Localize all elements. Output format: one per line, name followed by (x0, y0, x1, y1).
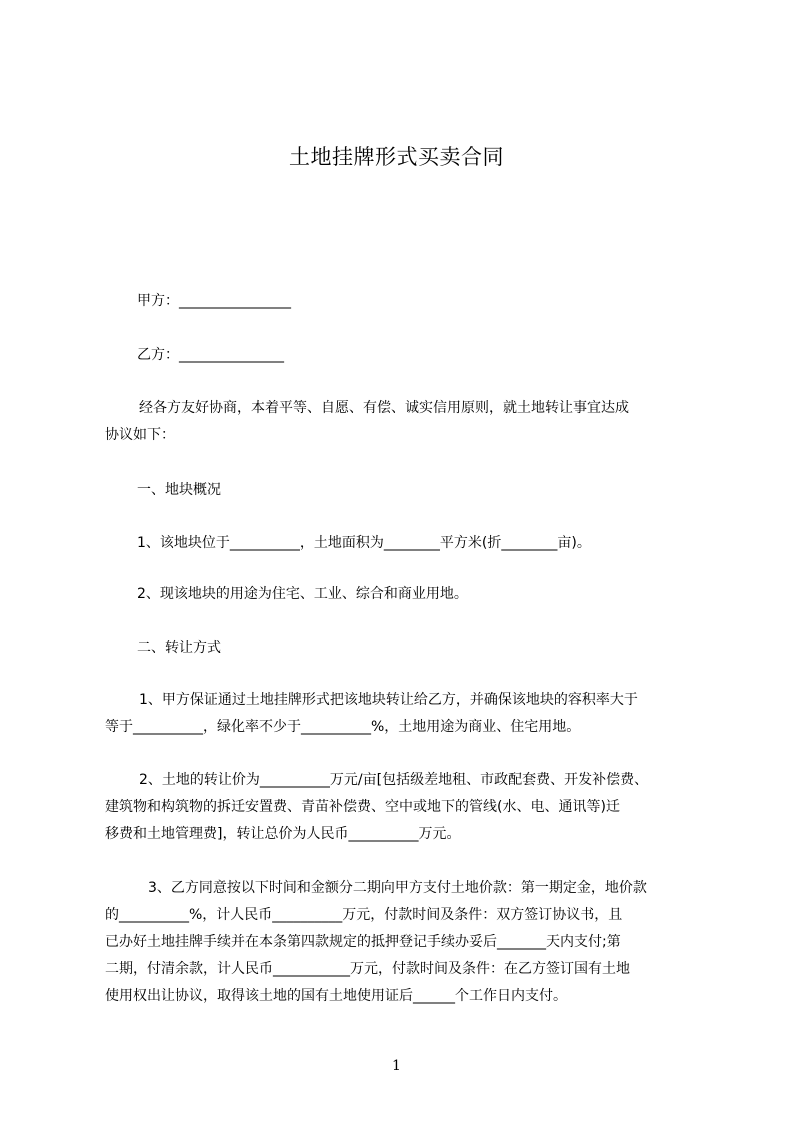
section1-heading: 一、地块概况 (137, 482, 221, 498)
party-b-line: 乙方：_______________ (137, 347, 284, 363)
section2-item3-line-2: 的__________%，计人民币__________万元，付款时间及条件：双方签订协议书，且 (105, 907, 623, 923)
contract-title: 土地挂牌形式买卖合同 (289, 145, 504, 169)
section2-item1-line-2: 等于__________，绿化率不少于__________%，土地用途为商业、住宅用地。 (105, 719, 581, 735)
section2-item3-line-4: 二期，付清余款，计人民币___________万元，付款时间及条件：在乙方签订国有土地 (105, 961, 630, 977)
section2-item2-line-1: 2、土地的转让价为__________万元/亩[包括级差地租、市政配套费、开发补偿费、 (139, 772, 649, 788)
section2-item3-line-1: 3、乙方同意按以下时间和金额分二期向甲方支付土地价款：第一期定金，地价款 (148, 880, 647, 896)
intro-line-1: 经各方友好协商，本着平等、自愿、有偿、诚实信用原则，就土地转让事宜达成 (139, 400, 629, 416)
party-a-line: 甲方：________________ (137, 293, 291, 309)
section2-item2-line-2: 建筑物和构筑物的拆迁安置费、青苗补偿费、空中或地下的管线(水、电、通讯等)迁 (105, 799, 620, 815)
page-number: 1 (392, 1058, 401, 1074)
section2-item1-line-1: 1、甲方保证通过土地挂牌形式把该地块转让给乙方，并确保该地块的容积率大于 (139, 692, 638, 708)
section2-item3-line-5: 使用权出让协议，取得该土地的国有土地使用证后______个工作日内支付。 (105, 988, 567, 1004)
section2-heading: 二、转让方式 (137, 640, 221, 656)
section2-item2-line-3: 移费和土地管理费]，转让总价为人民币__________万元。 (105, 826, 461, 842)
section1-item1: 1、该地块位于__________，土地面积为________平方米(折________亩)。 (137, 535, 591, 551)
intro-line-2: 协议如下： (105, 427, 175, 443)
section1-item2: 2、现该地块的用途为住宅、工业、综合和商业用地。 (137, 586, 468, 602)
section2-item3-line-3: 已办好土地挂牌手续并在本条第四款规定的抵押登记手续办妥后_______天内支付;第 (105, 934, 621, 950)
